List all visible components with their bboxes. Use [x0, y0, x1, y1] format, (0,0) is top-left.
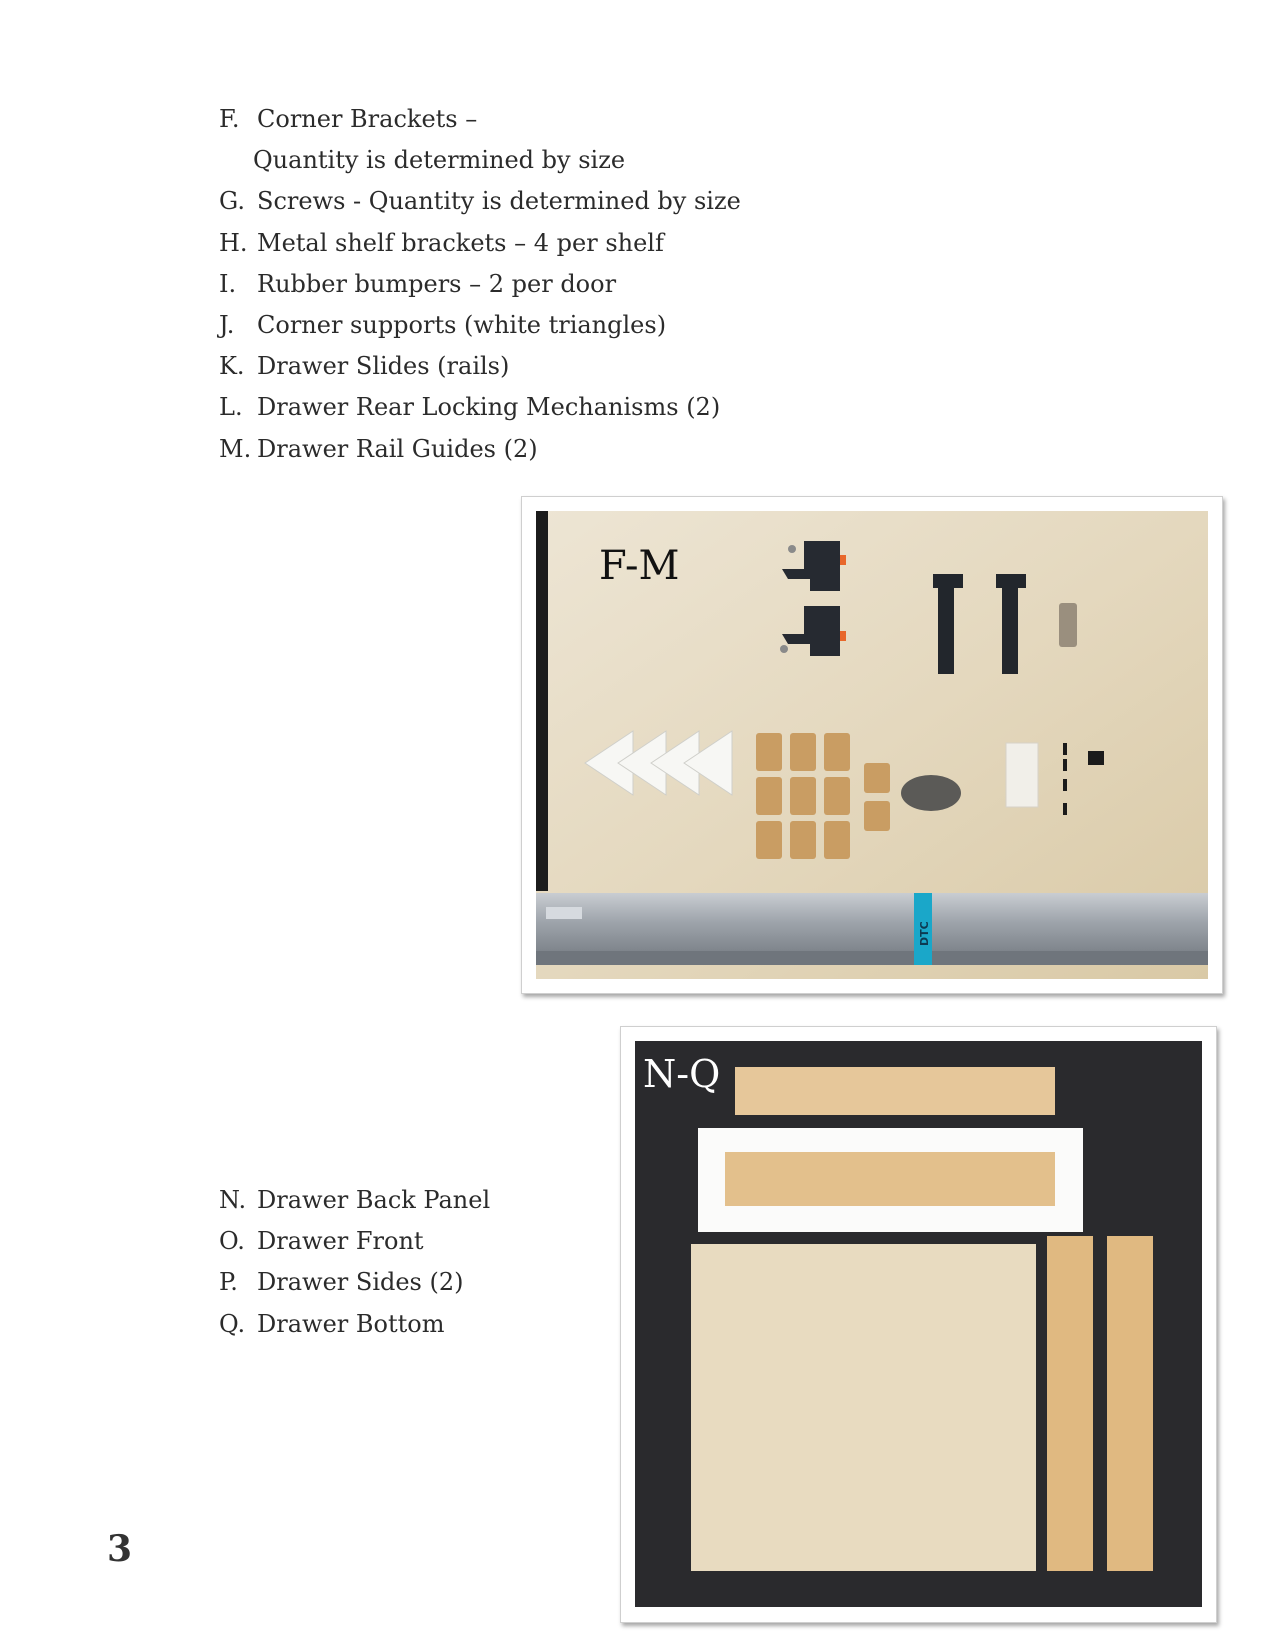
small-screws-group: [1059, 603, 1077, 647]
list-item: [219, 223, 741, 264]
item-letter: N.: [219, 1186, 247, 1214]
item-text: Drawer Back Panel: [257, 1186, 491, 1214]
parts-list-n-q: [219, 1180, 490, 1345]
list-item: [219, 264, 741, 305]
item-letter: L.: [219, 393, 243, 422]
screws-pile: [901, 775, 961, 811]
parts-list-f-m: [219, 99, 741, 470]
drawer-parts-photo: [635, 1041, 1202, 1607]
hardware-photo: [536, 511, 1208, 979]
item-letter: I.: [219, 269, 237, 298]
item-text-continuation: Quantity is determined by size: [253, 146, 626, 175]
list-item: [219, 1304, 490, 1345]
list-item: [219, 99, 741, 181]
item-text: Drawer Rear Locking Mechanisms (2): [257, 393, 721, 422]
list-item: [219, 346, 741, 387]
parts-photo-n-q: [620, 1026, 1217, 1623]
item-letter: J.: [219, 310, 235, 339]
item-letter: M.: [219, 434, 252, 463]
item-text: Drawer Slides (rails): [257, 352, 510, 381]
list-item: [219, 1180, 490, 1221]
list-item: [219, 1221, 490, 1262]
parts-photo-f-m: [521, 496, 1223, 994]
drawer-back-panel: [735, 1067, 1055, 1115]
item-text: Drawer Sides (2): [257, 1268, 464, 1297]
item-letter: O.: [219, 1227, 245, 1256]
drawer-bottom: [691, 1244, 1036, 1571]
item-letter: F.: [219, 105, 240, 133]
item-letter: Q.: [219, 1309, 246, 1338]
list-item: [219, 429, 741, 470]
item-text: Drawer Rail Guides (2): [257, 434, 538, 463]
list-item: [219, 305, 741, 346]
item-text: Corner supports (white triangles): [257, 310, 667, 339]
item-letter: P.: [219, 1268, 238, 1297]
item-text: Drawer Front: [257, 1227, 424, 1256]
item-letter: K.: [219, 352, 245, 381]
drawer-front: [698, 1128, 1083, 1232]
item-letter: G.: [219, 187, 245, 216]
item-text: Rubber bumpers – 2 per door: [257, 269, 617, 298]
photo-label-f-m: F-M: [599, 543, 680, 589]
list-item: [219, 181, 741, 222]
page-number: 3: [107, 1528, 133, 1570]
item-letter: H.: [219, 228, 248, 257]
list-item: [219, 1262, 490, 1303]
rail-tag: DTC: [918, 921, 931, 946]
drawer-slide-rail: [536, 893, 1208, 965]
list-item: [219, 387, 741, 428]
item-text: Screws - Quantity is determined by size: [257, 187, 741, 216]
item-text: Metal shelf brackets – 4 per shelf: [257, 228, 664, 257]
rubber-bumpers: [1006, 743, 1038, 807]
item-text: Corner Brackets –: [257, 105, 478, 133]
item-text: Drawer Bottom: [257, 1309, 445, 1338]
photo-label-n-q: N-Q: [643, 1052, 721, 1096]
